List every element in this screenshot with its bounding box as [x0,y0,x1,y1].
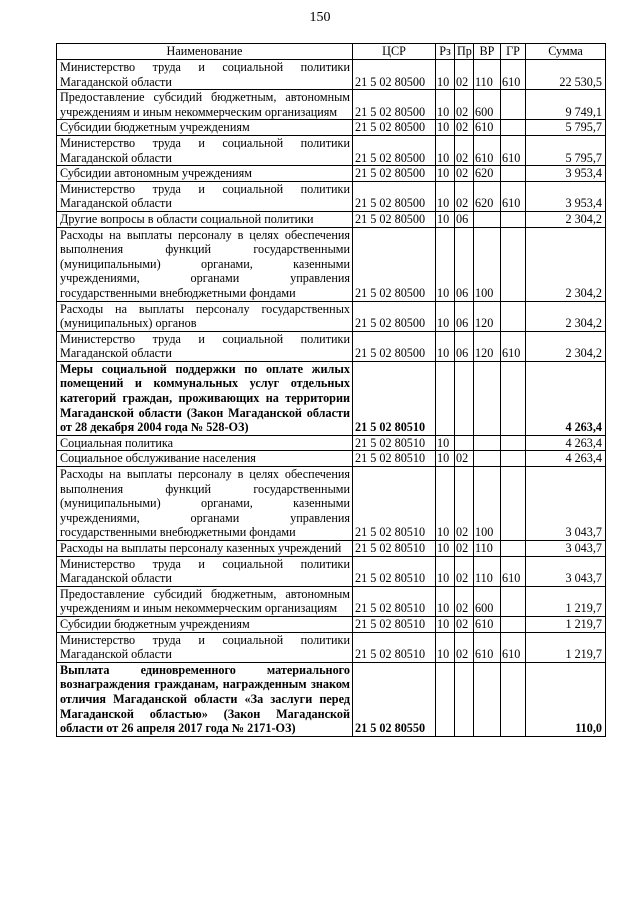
cell-gr [501,435,526,451]
cell-name: Меры социальной поддержки по оплате жилых помещений и коммунальных услуг отдельных категорий граждан, проживающих на территории Магаданской области (Закон Магаданской области от 28 декабря 2004 года № 528-ОЗ) [57,361,353,435]
cell-name: Предоставление субсидий бюджетным, автономным учреждениям и иным некоммерческим организациям [57,586,353,616]
cell-vr: 620 [474,166,501,182]
cell-sum: 1 219,7 [526,586,606,616]
cell-vr: 600 [474,90,501,120]
table-row [57,166,606,182]
cell-name: Другие вопросы в области социальной политики [57,211,353,227]
header-gr: ГР [501,44,526,60]
cell-vr: 100 [474,227,501,301]
cell-pr: 02 [455,451,474,467]
cell-csr: 21 5 02 80500 [353,135,436,165]
table-row [57,556,606,586]
cell-csr: 21 5 02 80500 [353,181,436,211]
cell-pr: 02 [455,135,474,165]
cell-rz: 10 [436,467,455,541]
cell-sum: 3 953,4 [526,166,606,182]
header-name: Наименование [57,44,353,60]
table-row [57,120,606,136]
cell-sum: 1 219,7 [526,632,606,662]
table-row [57,616,606,632]
cell-vr: 110 [474,556,501,586]
cell-name: Министерство труда и социальной политики Магаданской области [57,181,353,211]
cell-pr: 02 [455,616,474,632]
header-sum: Сумма [526,44,606,60]
cell-gr [501,90,526,120]
cell-pr [455,361,474,435]
cell-name: Расходы на выплаты персоналу в целях обеспечения выполнения функций государственными (муниципальными) органами, казенными учреждениями, органами управления государственными внебюджетными фондами [57,227,353,301]
table-row [57,435,606,451]
cell-vr: 600 [474,586,501,616]
page-number: 150 [309,10,331,25]
table-row [57,361,606,435]
cell-name: Социальное обслуживание населения [57,451,353,467]
cell-csr: 21 5 02 80510 [353,556,436,586]
cell-csr: 21 5 02 80510 [353,586,436,616]
cell-csr: 21 5 02 80510 [353,616,436,632]
cell-sum: 4 263,4 [526,435,606,451]
cell-sum: 3 953,4 [526,181,606,211]
cell-rz: 10 [436,331,455,361]
cell-rz: 10 [436,451,455,467]
table-row [57,467,606,541]
cell-csr: 21 5 02 80510 [353,361,436,435]
table-row [57,227,606,301]
cell-rz: 10 [436,90,455,120]
cell-gr: 610 [501,60,526,90]
cell-name: Министерство труда и социальной политики Магаданской области [57,331,353,361]
cell-name: Министерство труда и социальной политики Магаданской области [57,60,353,90]
cell-name: Субсидии бюджетным учреждениям [57,616,353,632]
cell-vr [474,662,501,736]
cell-vr [474,211,501,227]
cell-gr [501,227,526,301]
cell-sum: 9 749,1 [526,90,606,120]
cell-rz: 10 [436,227,455,301]
cell-rz: 10 [436,211,455,227]
cell-pr [455,435,474,451]
cell-name: Субсидии автономным учреждениям [57,166,353,182]
table-header-row [57,44,606,60]
cell-vr: 110 [474,541,501,557]
cell-vr [474,361,501,435]
cell-gr [501,541,526,557]
cell-rz: 10 [436,632,455,662]
cell-csr: 21 5 02 80510 [353,632,436,662]
cell-csr: 21 5 02 80510 [353,451,436,467]
cell-sum: 3 043,7 [526,467,606,541]
header-pr: Пр [455,44,474,60]
cell-name: Расходы на выплаты персоналу казенных учреждений [57,541,353,557]
cell-sum: 2 304,2 [526,301,606,331]
cell-sum: 2 304,2 [526,331,606,361]
cell-pr: 02 [455,120,474,136]
cell-rz: 10 [436,120,455,136]
cell-gr [501,586,526,616]
cell-vr: 120 [474,301,501,331]
cell-rz: 10 [436,181,455,211]
cell-rz: 10 [436,541,455,557]
cell-name: Социальная политика [57,435,353,451]
cell-pr: 02 [455,586,474,616]
cell-rz: 10 [436,616,455,632]
cell-rz [436,662,455,736]
cell-sum: 5 795,7 [526,135,606,165]
cell-gr [501,467,526,541]
table-row [57,541,606,557]
cell-gr [501,211,526,227]
header-vr: ВР [474,44,501,60]
cell-pr: 02 [455,541,474,557]
table-body [57,60,606,737]
table-row [57,662,606,736]
header-rz: Рз [436,44,455,60]
cell-gr [501,166,526,182]
cell-name: Расходы на выплаты персоналу государственных (муниципальных) органов [57,301,353,331]
cell-vr: 610 [474,135,501,165]
table-row [57,90,606,120]
cell-pr: 06 [455,331,474,361]
cell-csr: 21 5 02 80500 [353,301,436,331]
cell-rz [436,361,455,435]
cell-gr: 610 [501,135,526,165]
cell-rz: 10 [436,135,455,165]
cell-gr [501,361,526,435]
cell-rz: 10 [436,556,455,586]
cell-sum: 5 795,7 [526,120,606,136]
cell-csr: 21 5 02 80510 [353,435,436,451]
cell-pr: 02 [455,467,474,541]
cell-gr [501,301,526,331]
cell-pr: 06 [455,211,474,227]
cell-rz: 10 [436,586,455,616]
cell-name: Расходы на выплаты персоналу в целях обеспечения выполнения функций государственными (муниципальными) органами, казенными учреждениями, органами управления государственными внебюджетными фондами [57,467,353,541]
cell-sum: 2 304,2 [526,211,606,227]
cell-sum: 4 263,4 [526,361,606,435]
cell-name: Субсидии бюджетным учреждениям [57,120,353,136]
cell-sum: 3 043,7 [526,541,606,557]
cell-pr [455,662,474,736]
table-row [57,301,606,331]
cell-vr [474,451,501,467]
cell-vr: 120 [474,331,501,361]
table-row [57,331,606,361]
cell-pr: 02 [455,166,474,182]
table-row [57,586,606,616]
cell-gr: 610 [501,181,526,211]
cell-rz: 10 [436,435,455,451]
cell-sum: 110,0 [526,662,606,736]
cell-csr: 21 5 02 80500 [353,120,436,136]
cell-pr: 02 [455,90,474,120]
cell-pr: 06 [455,227,474,301]
cell-csr: 21 5 02 80500 [353,166,436,182]
cell-pr: 02 [455,60,474,90]
cell-gr [501,451,526,467]
cell-csr: 21 5 02 80550 [353,662,436,736]
header-csr: ЦСР [353,44,436,60]
cell-csr: 21 5 02 80500 [353,90,436,120]
cell-gr: 610 [501,556,526,586]
cell-pr: 02 [455,632,474,662]
cell-gr: 610 [501,331,526,361]
table-row [57,632,606,662]
cell-vr: 620 [474,181,501,211]
cell-rz: 10 [436,60,455,90]
cell-name: Предоставление субсидий бюджетным, автономным учреждениям и иным некоммерческим организациям [57,90,353,120]
cell-csr: 21 5 02 80500 [353,331,436,361]
cell-name: Министерство труда и социальной политики Магаданской области [57,556,353,586]
cell-csr: 21 5 02 80500 [353,60,436,90]
cell-sum: 4 263,4 [526,451,606,467]
cell-sum: 3 043,7 [526,556,606,586]
cell-rz: 10 [436,166,455,182]
cell-csr: 21 5 02 80510 [353,541,436,557]
cell-name: Министерство труда и социальной политики Магаданской области [57,135,353,165]
cell-pr: 06 [455,301,474,331]
budget-table [56,43,606,737]
cell-pr: 02 [455,181,474,211]
table-row [57,181,606,211]
cell-gr [501,120,526,136]
cell-sum: 22 530,5 [526,60,606,90]
cell-csr: 21 5 02 80500 [353,211,436,227]
cell-gr: 610 [501,632,526,662]
cell-name: Министерство труда и социальной политики Магаданской области [57,632,353,662]
cell-pr: 02 [455,556,474,586]
table-row [57,451,606,467]
table-row [57,211,606,227]
cell-vr: 610 [474,632,501,662]
cell-csr: 21 5 02 80500 [353,227,436,301]
table-row [57,135,606,165]
cell-vr [474,435,501,451]
cell-rz: 10 [436,301,455,331]
cell-vr: 610 [474,616,501,632]
cell-vr: 110 [474,60,501,90]
cell-csr: 21 5 02 80510 [353,467,436,541]
table-row [57,60,606,90]
cell-gr [501,616,526,632]
cell-vr: 610 [474,120,501,136]
cell-vr: 100 [474,467,501,541]
cell-gr [501,662,526,736]
cell-sum: 2 304,2 [526,227,606,301]
cell-name: Выплата единовременного материального вознаграждения гражданам, награжденным знаком отличия Магаданской области «За заслуги перед Магаданской областью» (Закон Магаданской области от 26 апреля 2017 года № 2171-ОЗ) [57,662,353,736]
cell-sum: 1 219,7 [526,616,606,632]
